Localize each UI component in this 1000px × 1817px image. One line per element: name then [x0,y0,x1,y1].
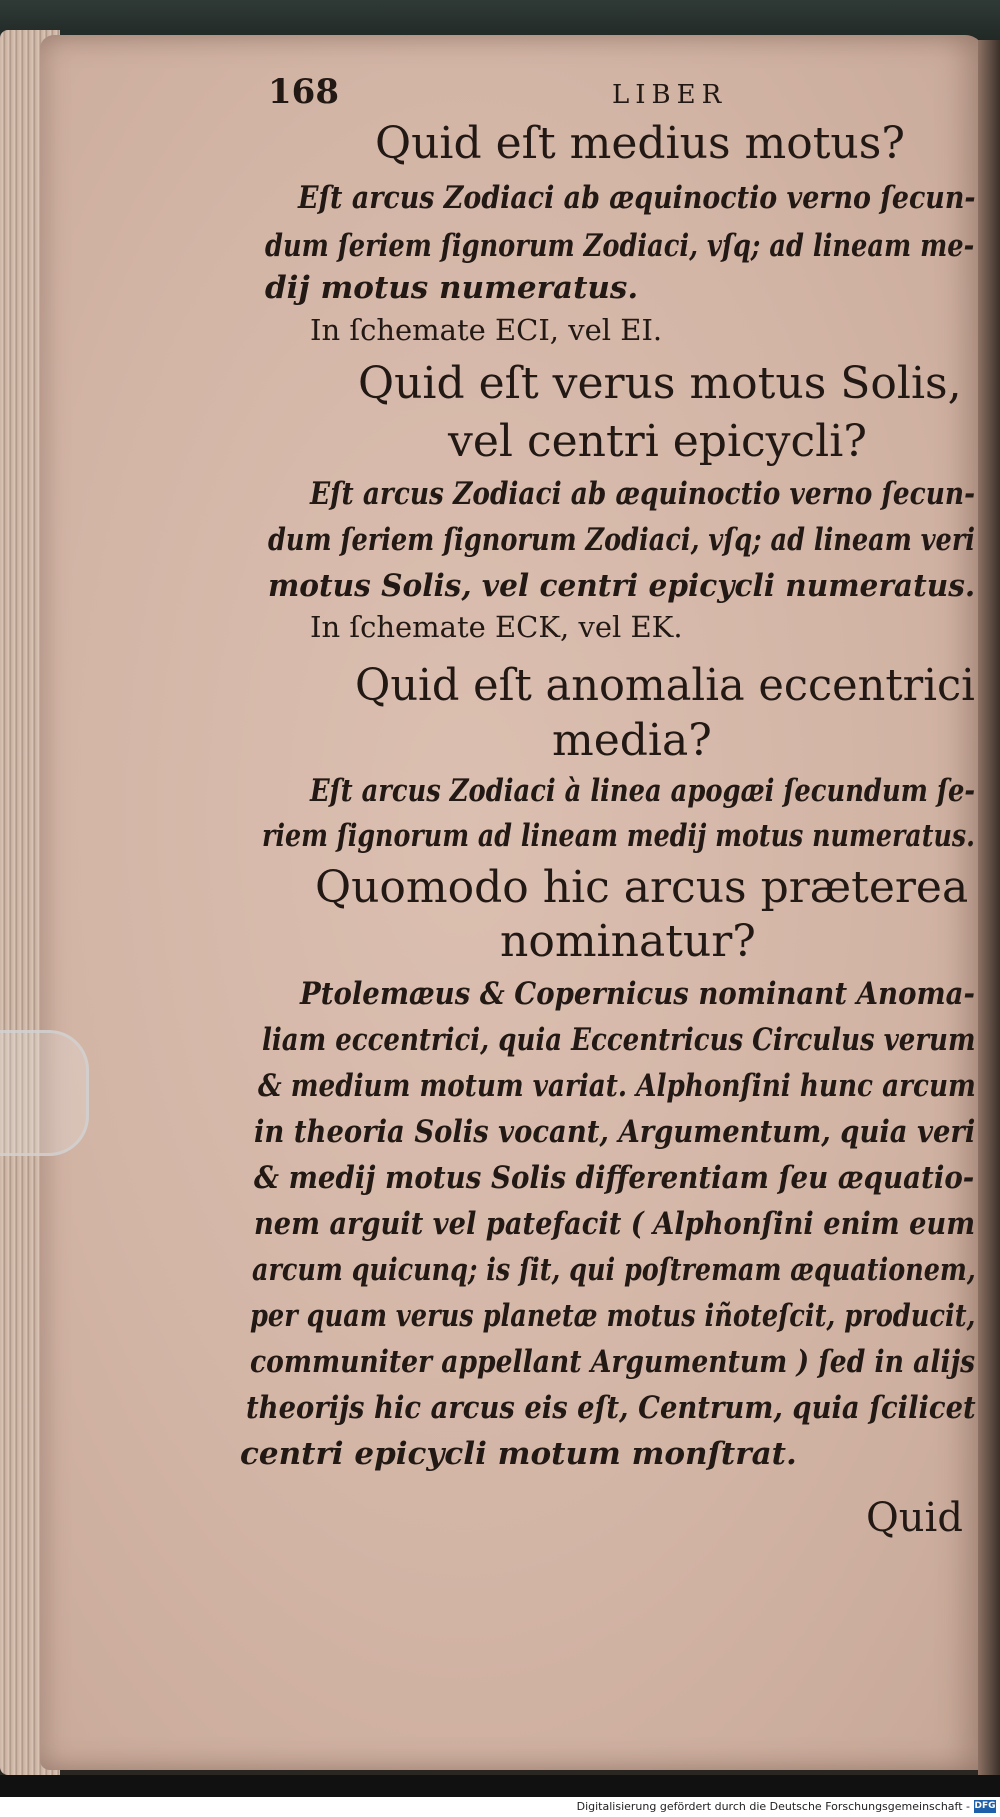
answer-line: & medium motum variat. Alphonſini hunc arcum [258,1068,976,1104]
answer-line: per quam verus planetæ motus iñoteſcit, producit, [250,1298,976,1334]
question-heading: Quomodo hic arcus præterea [315,862,969,913]
answer-line: liam eccentrici, quia Eccentricus Circulus verum [262,1022,976,1058]
answer-line: dum ſeriem ſignorum Zodiaci, vſq; ad lineam me- [265,228,975,264]
digitization-footer [0,1797,1000,1817]
question-heading: nominatur? [500,916,756,967]
page-number: 168 [268,72,339,112]
question-heading: Quid eſt medius motus? [375,118,905,169]
answer-line: Eſt arcus Zodiaci ab æquinoctio verno ſecun- [298,180,976,216]
figure-reference: In ſchemate ECI, vel EI. [310,313,663,347]
answer-line: centri epicycli motum monſtrat. [240,1436,797,1472]
question-heading: media? [552,715,712,766]
answer-line: Ptolemæus & Copernicus nominant Anoma- [300,976,975,1012]
footer-credit: Digitalisierung gefördert durch die Deutsche Forschungsgemeinschaft - [576,1800,970,1813]
page-clip [0,1030,89,1156]
running-head: LIBER [612,80,728,110]
dfg-logo: DFG [974,1801,996,1811]
question-heading: Quid eſt anomalia eccentrici [355,660,975,711]
answer-line: theorijs hic arcus eis eſt, Centrum, quia ſcilicet [246,1390,976,1426]
question-heading: vel centri epicycli? [448,416,867,467]
question-heading: Quid eſt verus motus Solis, [358,358,962,409]
answer-line: Eſt arcus Zodiaci à linea apogæi ſecundum ſe- [310,773,976,809]
answer-line: dij motus numeratus. [265,270,639,306]
catchword: Quid [866,1495,963,1541]
answer-line: nem arguit vel patefacit ( Alphonſini enim eum [254,1206,976,1242]
answer-line: motus Solis, vel centri epicycli numeratus. [268,568,976,604]
figure-reference: In ſchemate ECK, vel EK. [310,610,683,644]
answer-line: Eſt arcus Zodiaci ab æquinoctio verno ſecun- [310,476,976,512]
book-gutter-shadow [978,40,1000,1775]
answer-line: communiter appellant Argumentum ) ſed in alijs [250,1344,976,1380]
answer-line: arcum quicunq; is ſit, qui poſtremam æquationem, [252,1252,976,1288]
answer-line: in theoria Solis vocant, Argumentum, quia veri [254,1114,976,1150]
scan-background-bottom [0,1775,1000,1797]
answer-line: riem ſignorum ad lineam medij motus numeratus. [262,818,976,854]
answer-line: dum ſeriem ſignorum Zodiaci, vſq; ad lineam veri [268,522,976,558]
answer-line: & medij motus Solis differentiam ſeu æquatio- [254,1160,975,1196]
